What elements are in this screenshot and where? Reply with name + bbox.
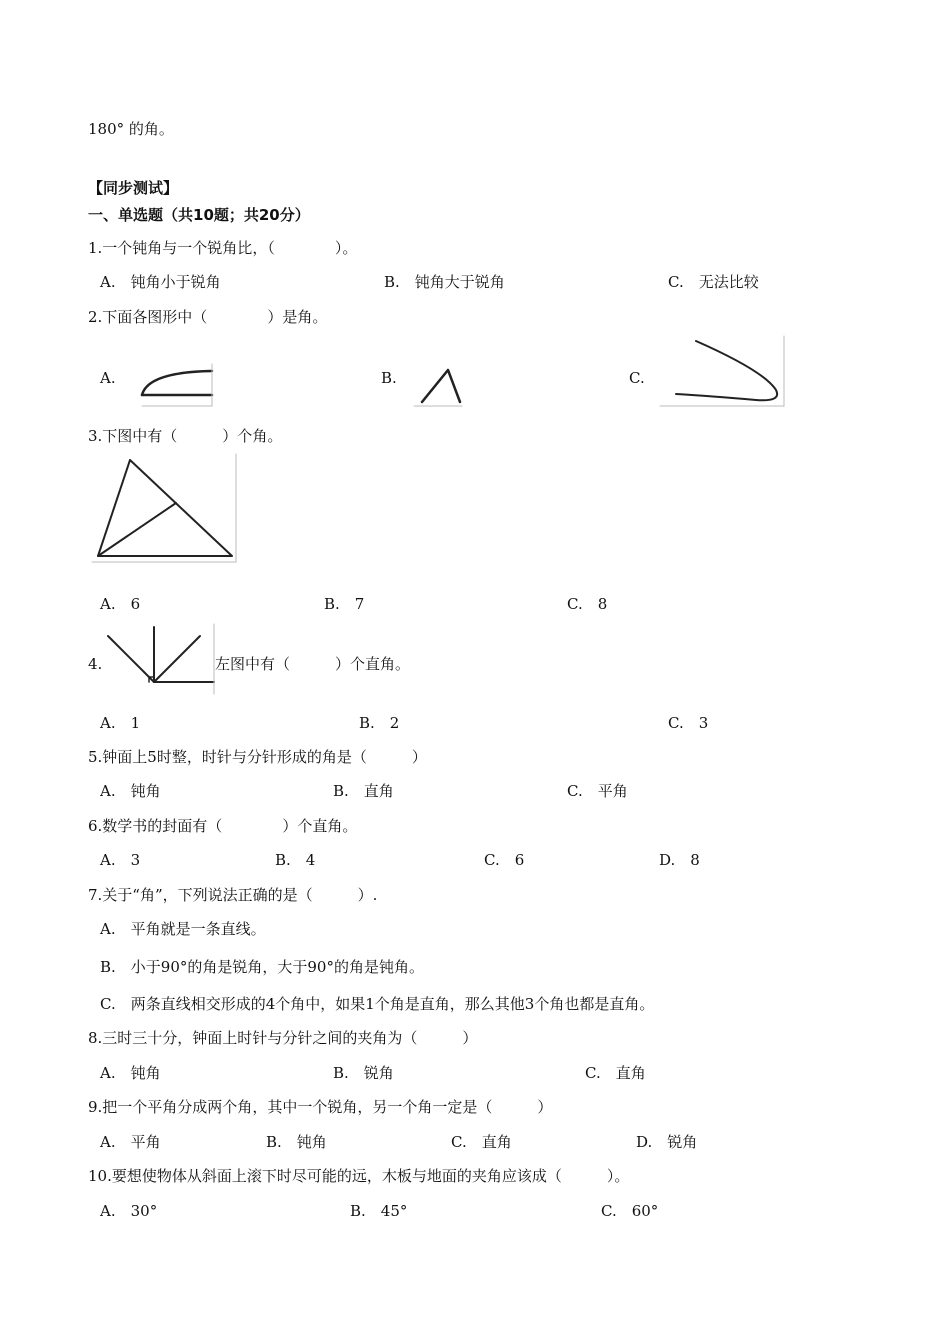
question-8-stem: 8.三时三十分，钟面上时针与分针之间的夹角为（ ） [88, 1029, 478, 1047]
question-2-option-a[interactable]: A. [100, 369, 116, 387]
question-7-stem: 7.关于“角”，下列说法正确的是（ ）. [88, 886, 378, 904]
question-9-stem: 9.把一个平角分成两个角，其中一个锐角，另一个角一定是（ ） [88, 1098, 553, 1116]
question-6-option-c[interactable]: C. 6 [484, 851, 525, 869]
question-4-angles-figure [100, 624, 218, 696]
question-5-option-c[interactable]: C. 平角 [567, 782, 628, 800]
question-4-option-a[interactable]: A. 1 [100, 714, 141, 732]
question-6-option-b[interactable]: B. 4 [275, 851, 316, 869]
question-4-stem: 左图中有（ ）个直角。 [215, 655, 411, 673]
question-5-option-a[interactable]: A. 钝角 [100, 782, 161, 800]
question-9-option-a[interactable]: A. 平角 [100, 1133, 161, 1151]
question-7-option-c[interactable]: C. 两条直线相交形成的4个角中，如果1个角是直角，那么其他3个角也都是直角。 [100, 995, 655, 1013]
question-6-option-d[interactable]: D. 8 [659, 851, 700, 869]
question-10-stem: 10.要想使物体从斜面上滚下时尽可能的远，木板与地面的夹角应该成（ ）。 [88, 1167, 630, 1185]
question-7-option-a[interactable]: A. 平角就是一条直线。 [100, 920, 266, 938]
question-3-option-b[interactable]: B. 7 [324, 595, 365, 613]
question-9-option-d[interactable]: D. 锐角 [636, 1133, 698, 1151]
question-3-stem: 3.下图中有（ ）个角。 [88, 427, 283, 445]
question-9-option-b[interactable]: B. 钝角 [266, 1133, 327, 1151]
question-3-triangle-figure [92, 454, 238, 564]
question-10-option-c[interactable]: C. 60° [601, 1202, 659, 1220]
question-9-option-c[interactable]: C. 直角 [451, 1133, 512, 1151]
question-2-stem: 2.下面各图形中（ ）是角。 [88, 308, 328, 326]
question-3-option-c[interactable]: C. 8 [567, 595, 608, 613]
question-3-option-a[interactable]: A. 6 [100, 595, 141, 613]
question-6-stem: 6.数学书的封面有（ ）个直角。 [88, 817, 358, 835]
question-2-option-c[interactable]: C. [629, 369, 645, 387]
question-10-option-b[interactable]: B. 45° [350, 1202, 408, 1220]
question-2-figure-a [134, 364, 216, 408]
question-1-option-b[interactable]: B. 钝角大于锐角 [384, 273, 505, 291]
previous-answer-tail: 180° 的角。 [88, 120, 174, 138]
question-5-stem: 5.钟面上5时整，时针与分针形成的角是（ ） [88, 748, 427, 766]
question-8-option-a[interactable]: A. 钝角 [100, 1064, 161, 1082]
section-title: 【同步测试】 [88, 179, 179, 197]
question-4-option-c[interactable]: C. 3 [668, 714, 709, 732]
question-2-option-b[interactable]: B. [381, 369, 397, 387]
question-8-option-c[interactable]: C. 直角 [585, 1064, 646, 1082]
question-7-option-b[interactable]: B. 小于90°的角是锐角，大于90°的角是钝角。 [100, 958, 424, 976]
question-5-option-b[interactable]: B. 直角 [333, 782, 394, 800]
question-4-option-b[interactable]: B. 2 [359, 714, 400, 732]
question-6-option-a[interactable]: A. 3 [100, 851, 141, 869]
question-1-option-a[interactable]: A. 钝角小于锐角 [100, 273, 221, 291]
question-1-stem: 1.一个钝角与一个锐角比，（ ）。 [88, 239, 358, 257]
question-2-figure-c [660, 336, 786, 408]
question-10-option-a[interactable]: A. 30° [100, 1202, 158, 1220]
part-title: 一、单选题（共10题；共20分） [88, 206, 310, 224]
question-2-figure-b [412, 360, 464, 408]
question-4-number: 4. [88, 655, 103, 673]
question-1-option-c[interactable]: C. 无法比较 [668, 273, 759, 291]
question-8-option-b[interactable]: B. 锐角 [333, 1064, 394, 1082]
